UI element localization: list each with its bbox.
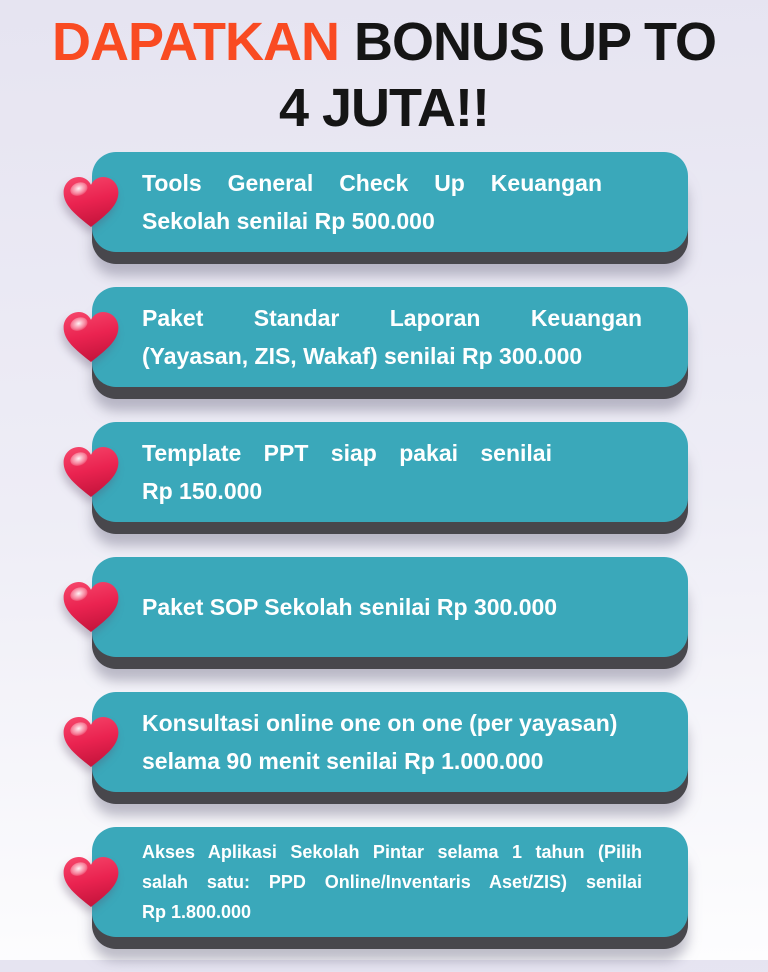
bonus-card-text bbox=[142, 434, 642, 510]
bonus-line: Sekolah senilai Rp 500.000 bbox=[142, 208, 435, 234]
bonus-card bbox=[92, 692, 688, 792]
bonus-line: Tools General Check Up Keuangan bbox=[142, 170, 602, 196]
bonus-line: Akses Aplikasi Sekolah Pintar selama 1 tahun (Pilih bbox=[142, 842, 642, 862]
bonus-line: Konsultasi online one on one (per yayasan) bbox=[142, 710, 618, 736]
bonus-card bbox=[92, 287, 688, 387]
heart-icon bbox=[62, 715, 120, 770]
bonus-line: salah satu: PPD Online/Inventaris Aset/ZIS) senilai bbox=[142, 872, 642, 892]
bonus-card-text bbox=[142, 164, 642, 240]
bonus-card-text bbox=[142, 704, 642, 780]
heart-icon bbox=[62, 310, 120, 365]
bonus-card-text bbox=[142, 588, 642, 626]
bonus-card bbox=[92, 827, 688, 937]
bonus-line: Paket SOP Sekolah senilai Rp 300.000 bbox=[142, 594, 558, 620]
heart-icon bbox=[62, 580, 120, 635]
poster-title bbox=[0, 0, 768, 139]
bonus-card bbox=[92, 422, 688, 522]
bonus-card-text bbox=[142, 299, 642, 375]
bonus-card bbox=[92, 152, 688, 252]
title-highlight: DAPATKAN bbox=[51, 12, 339, 72]
bonus-line: selama 90 menit senilai Rp 1.000.000 bbox=[142, 748, 544, 774]
bonus-line: (Yayasan, ZIS, Wakaf) senilai Rp 300.000 bbox=[142, 343, 583, 369]
title-rest: BONUS UP TO bbox=[353, 12, 717, 72]
title-line-2: 4 JUTA!! bbox=[278, 78, 489, 139]
heart-icon bbox=[62, 175, 120, 230]
title-line-1 bbox=[0, 12, 768, 72]
bonus-line: Paket Standar Laporan Keuangan bbox=[142, 305, 642, 331]
heart-icon bbox=[62, 855, 120, 910]
bonus-list bbox=[92, 152, 688, 972]
bonus-card bbox=[92, 557, 688, 657]
bonus-line: Rp 1.800.000 bbox=[142, 902, 252, 922]
bonus-line: Rp 150.000 bbox=[142, 478, 263, 504]
bonus-card-text bbox=[142, 837, 642, 927]
heart-icon bbox=[62, 445, 120, 500]
bonus-line: Template PPT siap pakai senilai bbox=[142, 440, 552, 466]
